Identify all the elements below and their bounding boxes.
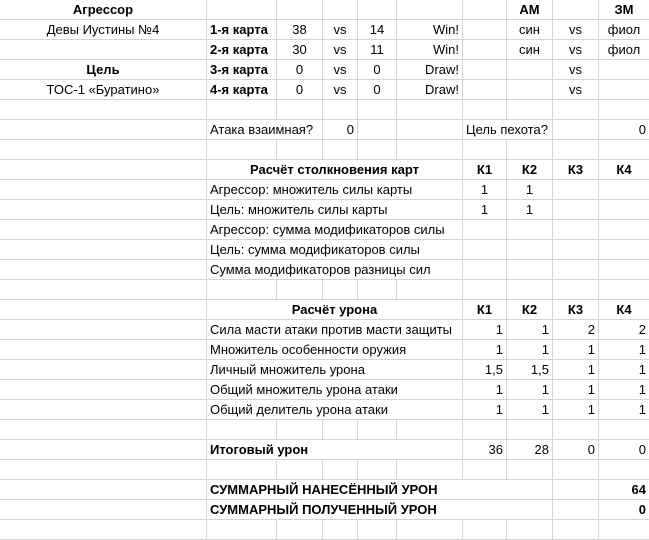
empty-cell[interactable] [599,140,649,160]
damage-header[interactable]: К2 [507,300,553,320]
empty-cell[interactable] [0,260,207,280]
card-target-value[interactable]: 0 [358,80,397,100]
empty-cell[interactable] [463,0,507,20]
empty-cell[interactable] [599,420,649,440]
empty-cell[interactable] [397,420,463,440]
collision-value[interactable] [463,260,507,280]
empty-cell[interactable] [463,280,507,300]
card-zm-suit[interactable]: фиол [599,40,649,60]
collision-row-label[interactable]: Цель: множитель силы карты [207,200,463,220]
card-label[interactable]: 3-я карта [207,60,277,80]
empty-cell[interactable] [507,520,553,540]
empty-cell[interactable] [397,140,463,160]
empty-cell[interactable] [507,140,553,160]
empty-cell[interactable] [323,140,358,160]
damage-value[interactable]: 1 [507,380,553,400]
damage-value[interactable]: 1 [507,320,553,340]
empty-cell[interactable] [0,200,207,220]
empty-cell[interactable] [463,140,507,160]
collision-value[interactable]: 1 [463,200,507,220]
empty-cell[interactable] [207,140,277,160]
empty-cell[interactable] [358,280,397,300]
card-aggressor-value[interactable]: 0 [277,60,323,80]
empty-cell[interactable] [463,420,507,440]
empty-cell[interactable] [599,280,649,300]
collision-value[interactable] [507,220,553,240]
empty-cell[interactable] [553,520,599,540]
empty-cell[interactable] [358,120,397,140]
collision-row-label[interactable]: Агрессор: множитель силы карты [207,180,463,200]
card-aggressor-value[interactable]: 30 [277,40,323,60]
collision-value[interactable] [463,220,507,240]
empty-cell[interactable] [553,460,599,480]
collision-value[interactable] [599,240,649,260]
card-target-value[interactable]: 0 [358,60,397,80]
card-target-value[interactable]: 11 [358,40,397,60]
damage-row-label[interactable]: Общий делитель урона атаки [207,400,463,420]
damage-row-label[interactable]: Общий множитель урона атаки [207,380,463,400]
empty-cell[interactable] [0,460,207,480]
collision-value[interactable] [599,220,649,240]
empty-cell[interactable] [0,280,207,300]
collision-value[interactable]: 1 [463,180,507,200]
damage-value[interactable]: 1 [553,400,599,420]
collision-header[interactable]: К3 [553,160,599,180]
card-vs[interactable]: vs [323,80,358,100]
collision-header[interactable]: К4 [599,160,649,180]
empty-cell[interactable] [507,280,553,300]
empty-cell[interactable] [277,460,323,480]
damage-value[interactable]: 1 [463,380,507,400]
damage-value[interactable]: 1 [599,360,649,380]
collision-value[interactable]: 1 [507,200,553,220]
damage-header[interactable]: К3 [553,300,599,320]
empty-cell[interactable] [323,100,358,120]
total-dealt-value[interactable]: 64 [599,480,649,500]
empty-cell[interactable] [207,280,277,300]
damage-value[interactable]: 2 [553,320,599,340]
empty-cell[interactable] [463,80,507,100]
empty-cell[interactable] [553,100,599,120]
card-vs-suit[interactable]: vs [553,60,599,80]
damage-value[interactable]: 1,5 [463,360,507,380]
damage-value[interactable]: 1 [599,340,649,360]
total-received-value[interactable]: 0 [599,500,649,520]
card-zm-suit[interactable] [599,60,649,80]
empty-cell[interactable] [463,40,507,60]
empty-cell[interactable] [507,420,553,440]
collision-row-label[interactable]: Цель: сумма модификаторов силы [207,240,463,260]
card-result[interactable]: Win! [397,20,463,40]
damage-row-label[interactable]: Множитель особенности оружия [207,340,463,360]
empty-cell[interactable] [323,0,358,20]
am-header[interactable]: АМ [507,0,553,20]
target-label[interactable]: Цель [0,60,207,80]
empty-cell[interactable] [358,520,397,540]
empty-cell[interactable] [277,520,323,540]
card-vs-suit[interactable]: vs [553,80,599,100]
total-damage-value[interactable]: 0 [599,440,649,460]
empty-cell[interactable] [207,520,277,540]
card-result[interactable]: Win! [397,40,463,60]
empty-cell[interactable] [553,500,599,520]
target-infantry-label[interactable]: Цель пехота? [463,120,553,140]
empty-cell[interactable] [463,100,507,120]
empty-cell[interactable] [463,60,507,80]
card-am-suit[interactable]: син [507,40,553,60]
damage-header[interactable]: К1 [463,300,507,320]
empty-cell[interactable] [0,240,207,260]
total-damage-value[interactable]: 36 [463,440,507,460]
empty-cell[interactable] [553,140,599,160]
card-target-value[interactable]: 14 [358,20,397,40]
empty-cell[interactable] [0,380,207,400]
target-name[interactable]: ТОС-1 «Буратино» [0,80,207,100]
total-dealt-label[interactable]: СУММАРНЫЙ НАНЕСЁННЫЙ УРОН [207,480,553,500]
empty-cell[interactable] [358,100,397,120]
empty-cell[interactable] [207,420,277,440]
collision-title[interactable]: Расчёт столкновения карт [207,160,463,180]
empty-cell[interactable] [397,280,463,300]
empty-cell[interactable] [0,420,207,440]
card-label[interactable]: 1-я карта [207,20,277,40]
card-vs-suit[interactable]: vs [553,40,599,60]
collision-value[interactable] [553,260,599,280]
card-result[interactable]: Draw! [397,80,463,100]
card-vs[interactable]: vs [323,60,358,80]
empty-cell[interactable] [553,120,599,140]
empty-cell[interactable] [323,460,358,480]
empty-cell[interactable] [0,120,207,140]
card-label[interactable]: 2-я карта [207,40,277,60]
collision-value[interactable] [599,260,649,280]
damage-value[interactable]: 1 [463,340,507,360]
empty-cell[interactable] [358,460,397,480]
empty-cell[interactable] [397,520,463,540]
empty-cell[interactable] [0,300,207,320]
damage-row-label[interactable]: Личный множитель урона [207,360,463,380]
empty-cell[interactable] [463,520,507,540]
empty-cell[interactable] [397,0,463,20]
damage-value[interactable]: 1 [553,380,599,400]
empty-cell[interactable] [0,500,207,520]
total-damage-value[interactable]: 28 [507,440,553,460]
empty-cell[interactable] [323,280,358,300]
total-damage-label[interactable]: Итоговый урон [207,440,463,460]
empty-cell[interactable] [553,480,599,500]
damage-value[interactable]: 1 [599,400,649,420]
damage-value[interactable]: 1 [507,340,553,360]
mutual-attack-label[interactable]: Атака взаимная? [207,120,323,140]
card-result[interactable]: Draw! [397,60,463,80]
empty-cell[interactable] [0,340,207,360]
empty-cell[interactable] [0,320,207,340]
collision-row-label[interactable]: Сумма модификаторов разницы сил [207,260,463,280]
empty-cell[interactable] [358,140,397,160]
empty-cell[interactable] [277,100,323,120]
aggressor-label[interactable]: Агрессор [0,0,207,20]
damage-value[interactable]: 1 [553,360,599,380]
card-label[interactable]: 4-я карта [207,80,277,100]
total-damage-value[interactable]: 0 [553,440,599,460]
card-vs-suit[interactable]: vs [553,20,599,40]
collision-value[interactable] [553,220,599,240]
damage-value[interactable]: 2 [599,320,649,340]
empty-cell[interactable] [0,160,207,180]
empty-cell[interactable] [463,460,507,480]
empty-cell[interactable] [397,120,463,140]
collision-value[interactable] [507,260,553,280]
empty-cell[interactable] [207,460,277,480]
empty-cell[interactable] [358,0,397,20]
damage-header[interactable]: К4 [599,300,649,320]
damage-title[interactable]: Расчёт урона [207,300,463,320]
zm-header[interactable]: ЗМ [599,0,649,20]
total-received-label[interactable]: СУММАРНЫЙ ПОЛУЧЕННЫЙ УРОН [207,500,553,520]
empty-cell[interactable] [0,40,207,60]
card-am-suit[interactable]: син [507,20,553,40]
empty-cell[interactable] [207,100,277,120]
empty-cell[interactable] [0,220,207,240]
collision-value[interactable] [599,200,649,220]
empty-cell[interactable] [0,140,207,160]
empty-cell[interactable] [207,0,277,20]
empty-cell[interactable] [599,520,649,540]
card-aggressor-value[interactable]: 38 [277,20,323,40]
collision-value[interactable] [553,240,599,260]
collision-value[interactable] [463,240,507,260]
card-zm-suit[interactable]: фиол [599,20,649,40]
card-vs[interactable]: vs [323,20,358,40]
empty-cell[interactable] [277,0,323,20]
collision-row-label[interactable]: Агрессор: сумма модификаторов силы [207,220,463,240]
damage-value[interactable]: 1 [507,400,553,420]
collision-header[interactable]: К1 [463,160,507,180]
empty-cell[interactable] [397,460,463,480]
damage-value[interactable]: 1,5 [507,360,553,380]
empty-cell[interactable] [0,520,207,540]
empty-cell[interactable] [0,180,207,200]
damage-value[interactable]: 1 [463,400,507,420]
card-zm-suit[interactable] [599,80,649,100]
empty-cell[interactable] [599,100,649,120]
empty-cell[interactable] [277,420,323,440]
collision-value[interactable] [507,240,553,260]
empty-cell[interactable] [0,100,207,120]
card-am-suit[interactable] [507,80,553,100]
damage-value[interactable]: 1 [599,380,649,400]
mutual-attack-value[interactable]: 0 [323,120,358,140]
collision-value[interactable]: 1 [507,180,553,200]
empty-cell[interactable] [277,280,323,300]
empty-cell[interactable] [397,100,463,120]
empty-cell[interactable] [507,100,553,120]
empty-cell[interactable] [553,0,599,20]
empty-cell[interactable] [599,460,649,480]
empty-cell[interactable] [0,400,207,420]
collision-value[interactable] [553,180,599,200]
card-vs[interactable]: vs [323,40,358,60]
empty-cell[interactable] [0,480,207,500]
damage-value[interactable]: 1 [463,320,507,340]
collision-value[interactable] [553,200,599,220]
damage-value[interactable]: 1 [553,340,599,360]
empty-cell[interactable] [0,440,207,460]
card-am-suit[interactable] [507,60,553,80]
card-aggressor-value[interactable]: 0 [277,80,323,100]
collision-value[interactable] [599,180,649,200]
empty-cell[interactable] [553,420,599,440]
empty-cell[interactable] [463,20,507,40]
aggressor-name[interactable]: Девы Иустины №4 [0,20,207,40]
empty-cell[interactable] [507,460,553,480]
collision-header[interactable]: К2 [507,160,553,180]
empty-cell[interactable] [358,420,397,440]
damage-row-label[interactable]: Сила масти атаки против масти защиты [207,320,463,340]
empty-cell[interactable] [323,520,358,540]
empty-cell[interactable] [553,280,599,300]
empty-cell[interactable] [277,140,323,160]
target-infantry-value[interactable]: 0 [599,120,649,140]
empty-cell[interactable] [323,420,358,440]
empty-cell[interactable] [0,360,207,380]
